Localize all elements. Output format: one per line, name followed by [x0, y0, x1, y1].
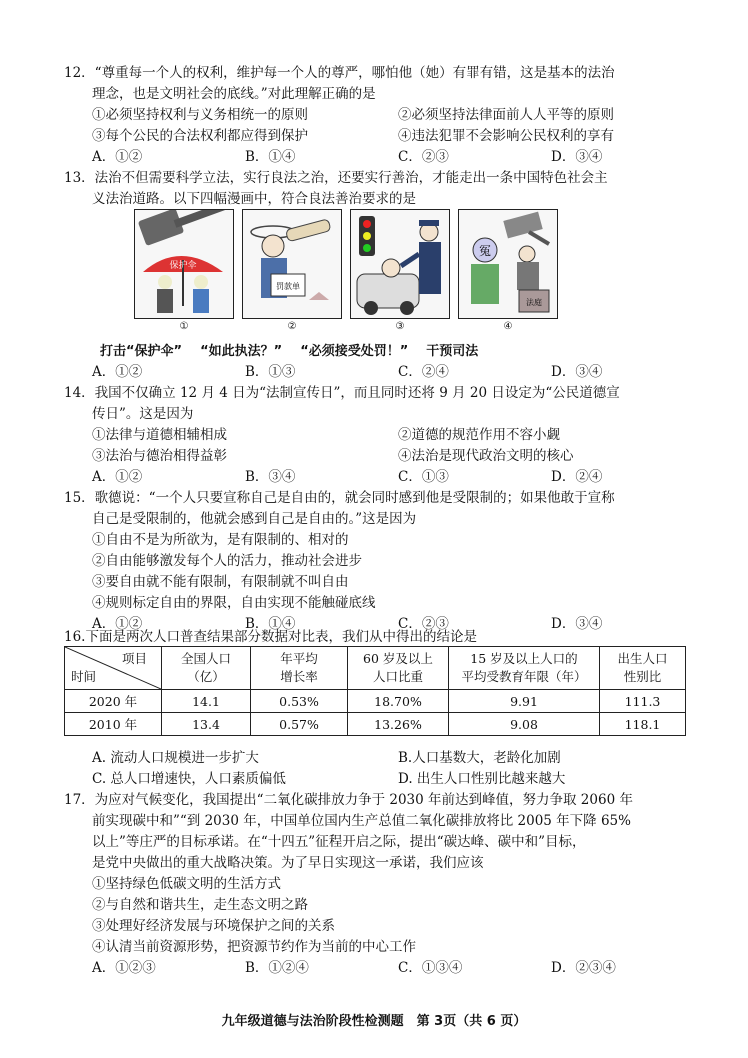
table-corner-cell — [65, 647, 162, 690]
q13-comic-captions — [100, 342, 496, 362]
table-header-row — [65, 647, 686, 690]
q15-statement-3: ③要自由就不能有限制，有限制就不叫自由 — [92, 574, 349, 590]
q14-statement-3: ③法治与德治相得益彰 — [92, 448, 227, 464]
table-cell: 13.26% — [348, 713, 449, 736]
comic-panel-3-num: ③ — [395, 321, 405, 332]
q12-option-c[interactable]: C．②③ — [398, 149, 449, 165]
q16-stem: 16.下面是两次人口普查结果部分数据对比表，我们从中得出的结论是 — [64, 629, 477, 645]
q14-statement-4: ④法治是现代政治文明的核心 — [398, 448, 574, 464]
table-row — [65, 713, 686, 736]
comic-panel-4-num: ④ — [503, 321, 513, 332]
table-cell: 111.3 — [600, 690, 686, 713]
q12-stem-line2: 理念，也是文明社会的底线。”对此理解正确的是 — [92, 86, 376, 102]
q16-option-b[interactable]: B.人口基数大，老龄化加剧 — [398, 750, 561, 766]
q13-option-d[interactable]: D．③④ — [551, 364, 603, 380]
q14-option-b[interactable]: B．③④ — [245, 469, 296, 485]
comic-panel-3 — [350, 209, 450, 319]
table-cell: 0.57% — [251, 713, 348, 736]
grievance-text: 冤 — [478, 244, 492, 258]
q15-statement-4: ④规则标定自由的界限，自由实现不能触碰底线 — [92, 595, 376, 611]
caption-2: “如此执法？” — [200, 344, 283, 359]
table-cell: 118.1 — [600, 713, 686, 736]
q14-statement-2: ②道德的规范作用不容小觑 — [398, 427, 560, 443]
q16-option-c[interactable]: C. 总人口增速快，人口素质偏低 — [92, 771, 286, 787]
corner-label-item: 项目 — [121, 651, 147, 666]
caption-3: “必须接受处罚！” — [300, 344, 409, 359]
comic-panel-2 — [242, 209, 342, 319]
q16-option-d[interactable]: D. 出生人口性别比越来越大 — [398, 771, 566, 787]
table-row — [65, 690, 686, 713]
q13-option-c[interactable]: C．②④ — [398, 364, 449, 380]
q13-stem-line1: 13．法治不但需要科学立法，实行良法之治，还要实行善治，才能走出一条中国特色社会主 — [64, 170, 608, 186]
q17-stem-line4: 是党中央做出的重大战略决策。为了早日实现这一承诺，我们应该 — [92, 855, 484, 871]
q17-option-a[interactable]: A．①②③ — [92, 960, 156, 976]
q12-statement-2: ②必须坚持法律面前人人平等的原则 — [398, 107, 614, 123]
comic-panel-2-num: ② — [287, 321, 297, 332]
table-cell: 2020 年 — [65, 690, 162, 713]
comic-panel-1-num: ① — [179, 321, 189, 332]
q17-statement-2: ②与自然和谐共生，走生态文明之路 — [92, 897, 308, 913]
census-comparison-table — [64, 646, 686, 736]
q14-stem-line1: 14．我国不仅确立 12 月 4 日为“法制宣传日”，而且同时还将 9 月 20 日设定为“公民道德宣 — [64, 385, 620, 401]
q15-statement-1: ①自由不是为所欲为，是有限制的、相对的 — [92, 532, 349, 548]
caption-1: 打击“保护伞” — [100, 344, 183, 359]
q14-option-c[interactable]: C．①③ — [398, 469, 449, 485]
q17-statement-3: ③处理好经济发展与环境保护之间的关系 — [92, 918, 335, 934]
court-seal-text: 法庭 — [526, 298, 542, 307]
q15-statement-2: ②自由能够激发每个人的活力，推动社会进步 — [92, 553, 362, 569]
q15-stem-line2: 自己是受限制的，他就会感到自己是自由的。”这是因为 — [92, 511, 417, 527]
q12-statement-1: ①必须坚持权利与义务相统一的原则 — [92, 107, 308, 123]
table-cell: 18.70% — [348, 690, 449, 713]
q16-option-a[interactable]: A. 流动人口规模进一步扩大 — [92, 750, 259, 766]
q17-statement-4: ④认清当前资源形势，把资源节约作为当前的中心工作 — [92, 939, 416, 955]
hammer-umbrella-illustration — [135, 210, 234, 319]
q17-option-d[interactable]: D．②③④ — [551, 960, 616, 976]
table-cell: 0.53% — [251, 690, 348, 713]
judicial-interference-illustration — [459, 210, 558, 319]
page-footer: 九年级道德与法治阶段性检测题 第 3页（共 6 页） — [221, 1014, 527, 1029]
q12-stem-line1: 12．“尊重每一个人的权利，维护每一个人的尊严，哪怕他（她）有罪有错，这是基本的法治 — [64, 65, 615, 81]
table-header-cell: 15 岁及以上人口的 平均受教育年限（年） — [449, 647, 600, 690]
q15-stem-line1: 15．歌德说：“一个人只要宣称自己是自由的，就会同时感到他是受限制的；如果他敢于宣称 — [64, 490, 615, 506]
table-cell: 9.91 — [449, 690, 600, 713]
drinking-officer-illustration — [243, 210, 342, 319]
q14-option-d[interactable]: D．②④ — [551, 469, 603, 485]
caption-4: 干预司法 — [426, 344, 479, 359]
fine-document-text: 罚款单 — [276, 282, 300, 291]
q17-option-b[interactable]: B．①②④ — [245, 960, 309, 976]
table-header-cell: 年平均 增长率 — [251, 647, 348, 690]
q15-option-d[interactable]: D．③④ — [551, 616, 603, 632]
q14-option-a[interactable]: A．①② — [92, 469, 143, 485]
q13-option-b[interactable]: B．①③ — [245, 364, 296, 380]
q17-statement-1: ①坚持绿色低碳文明的生活方式 — [92, 876, 281, 892]
q15-option-b[interactable]: B．①④ — [245, 616, 296, 632]
q13-option-a[interactable]: A．①② — [92, 364, 143, 380]
q14-stem-line2: 传日”。这是因为 — [92, 406, 194, 422]
traffic-police-illustration — [351, 210, 450, 319]
q15-option-c[interactable]: C．②③ — [398, 616, 449, 632]
table-cell: 9.08 — [449, 713, 600, 736]
q17-stem-line2: 前实现碳中和”“到 2030 年，中国单位国内生产总值二氧化碳排放将比 2005 年下降 65% — [92, 813, 631, 829]
q12-option-a[interactable]: A．①② — [92, 149, 143, 165]
q12-option-b[interactable]: B．①④ — [245, 149, 296, 165]
comic-panel-4 — [458, 209, 558, 319]
q17-stem-line3: 以上”等庄严的目标承诺。在“十四五”征程开启之际，提出“碳达峰、碳中和”目标， — [92, 834, 586, 850]
umbrella-text: 保护伞 — [169, 261, 197, 271]
table-header-cell: 全国人口 （亿） — [162, 647, 251, 690]
table-cell: 13.4 — [162, 713, 251, 736]
q12-statement-4: ④违法犯罪不会影响公民权利的享有 — [398, 128, 614, 144]
table-header-cell: 出生人口 性别比 — [600, 647, 686, 690]
q13-comic-strip — [134, 209, 558, 333]
q17-stem-line1: 17．为应对气候变化，我国提出“二氧化碳排放力争于 2030 年前达到峰值，努力争取 2060 年 — [64, 792, 633, 808]
corner-label-time: 时间 — [71, 669, 97, 684]
table-cell: 14.1 — [162, 690, 251, 713]
q14-statement-1: ①法律与道德相辅相成 — [92, 427, 227, 443]
q12-statement-3: ③每个公民的合法权利都应得到保护 — [92, 128, 308, 144]
table-header-cell: 60 岁及以上 人口比重 — [348, 647, 449, 690]
q12-option-d[interactable]: D．③④ — [551, 149, 603, 165]
q17-option-c[interactable]: C．①③④ — [398, 960, 463, 976]
q13-stem-line2: 义法治道路。以下四幅漫画中，符合良法善治要求的是 — [92, 191, 416, 207]
table-cell: 2010 年 — [65, 713, 162, 736]
q15-option-a[interactable]: A．①② — [92, 616, 143, 632]
comic-panel-1 — [134, 209, 234, 319]
